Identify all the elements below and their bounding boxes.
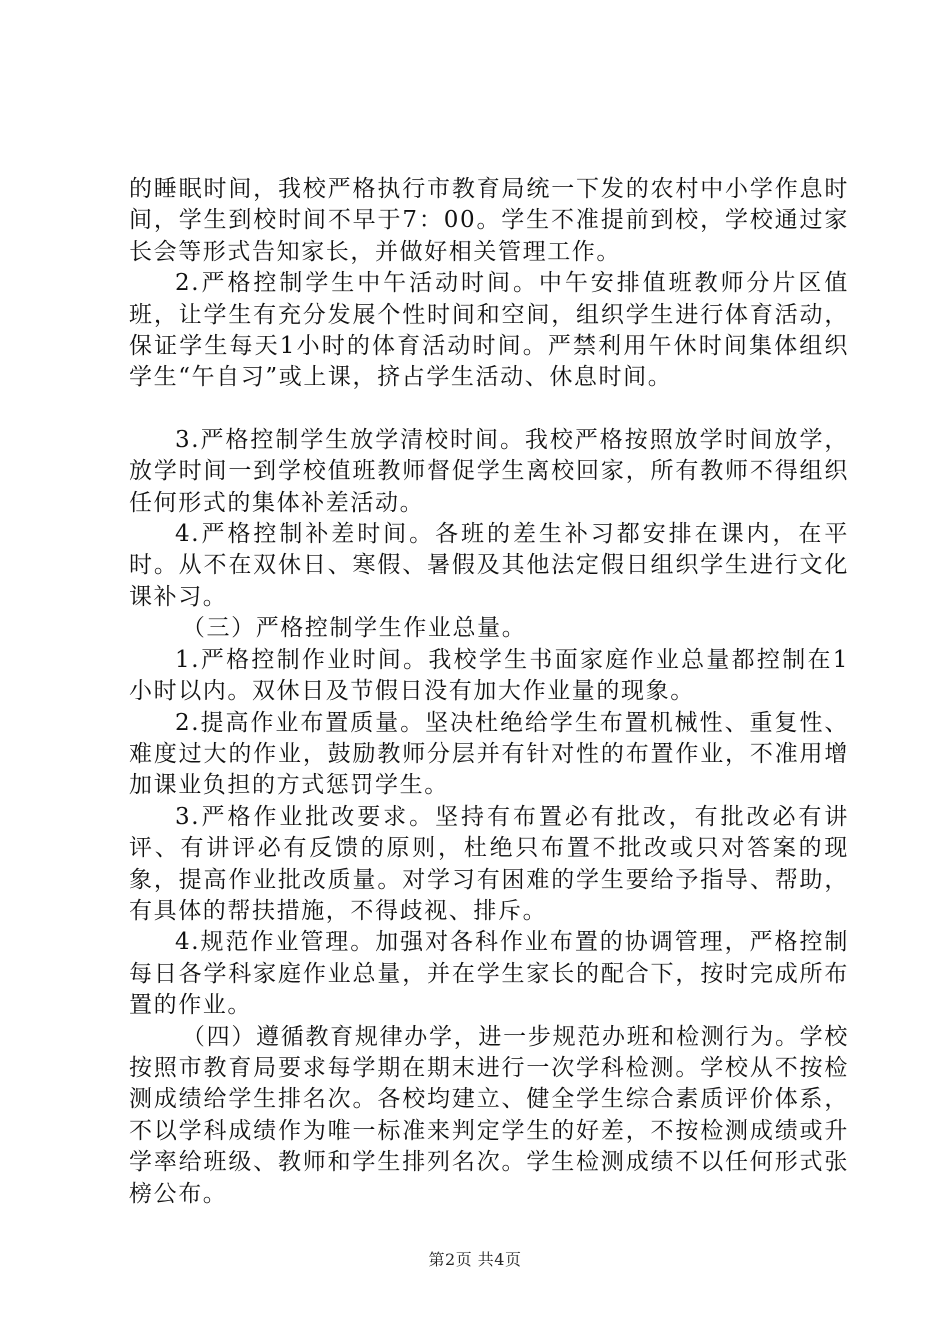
- paragraph-noon-activity: 2.严格控制学生中午活动时间。中午安排值班教师分片区值班，让学生有充分发展个性时间和空间，组织学生进行体育活动，保证学生每天1小时的体育活动时间。严禁利用午休时间集体组织学生“午自习”或上课，挤占学生活动、休息时间。: [129, 270, 849, 391]
- paragraph-homework-grading: 3.严格作业批改要求。坚持有布置必有批改，有批改必有讲评、有讲评必有反馈的原则，杜绝只布置不批改或只对答案的现象，提高作业批改质量。对学习有困难的学生要给予指导、帮助，有具体的帮扶措施，不得歧视、排斥。: [129, 803, 849, 924]
- paragraph-tutoring-time: 4.严格控制补差时间。各班的差生补习都安排在课内，在平时。从不在双休日、寒假、暑假及其他法定假日组织学生进行文化课补习。: [129, 521, 849, 610]
- page-footer: 第2页 共4页: [428, 1250, 522, 1269]
- document-body: [129, 174, 849, 1210]
- paragraph-sleep-time: 的睡眠时间，我校严格执行市教育局统一下发的农村中小学作息时间，学生到校时间不早于7：00。学生不准提前到校，学校通过家长会等形式告知家长，并做好相关管理工作。: [129, 176, 849, 265]
- paragraph-dismissal-time: 3.严格控制学生放学清校时间。我校严格按照放学时间放学，放学时间一到学校值班教师督促学生离校回家，所有教师不得组织任何形式的集体补差活动。: [129, 426, 849, 516]
- paragraph-homework-quality: 2.提高作业布置质量。坚决杜绝给学生布置机械性、重复性、难度过大的作业，鼓励教师分层并有针对性的布置作业，不准用增加课业负担的方式惩罚学生。: [129, 709, 849, 799]
- section-heading-homework: （三）严格控制学生作业总量。: [181, 615, 527, 642]
- paragraph-homework-management: 4.规范作业管理。加强对各科作业布置的协调管理，严格控制每日各学科家庭作业总量，并在学生家长的配合下，按时完成所布置的作业。: [129, 929, 849, 1019]
- paragraph-homework-time: 1.严格控制作业时间。我校学生书面家庭作业总量都控制在1小时以内。双休日及节假日没有加大作业量的现象。: [129, 646, 849, 705]
- paragraph-education-rules: （四）遵循教育规律办学，进一步规范办班和检测行为。学校按照市教育局要求每学期在期末进行一次学科检测。学校从不按检测成绩给学生排名次。各校均建立、健全学生综合素质评价体系，不以学科成绩作为唯一标准来判定学生的好差，不按检测成绩或升学率给班级、教师和学生排列名次。学生检测成绩不以任何形式张榜公布。: [129, 1023, 849, 1207]
